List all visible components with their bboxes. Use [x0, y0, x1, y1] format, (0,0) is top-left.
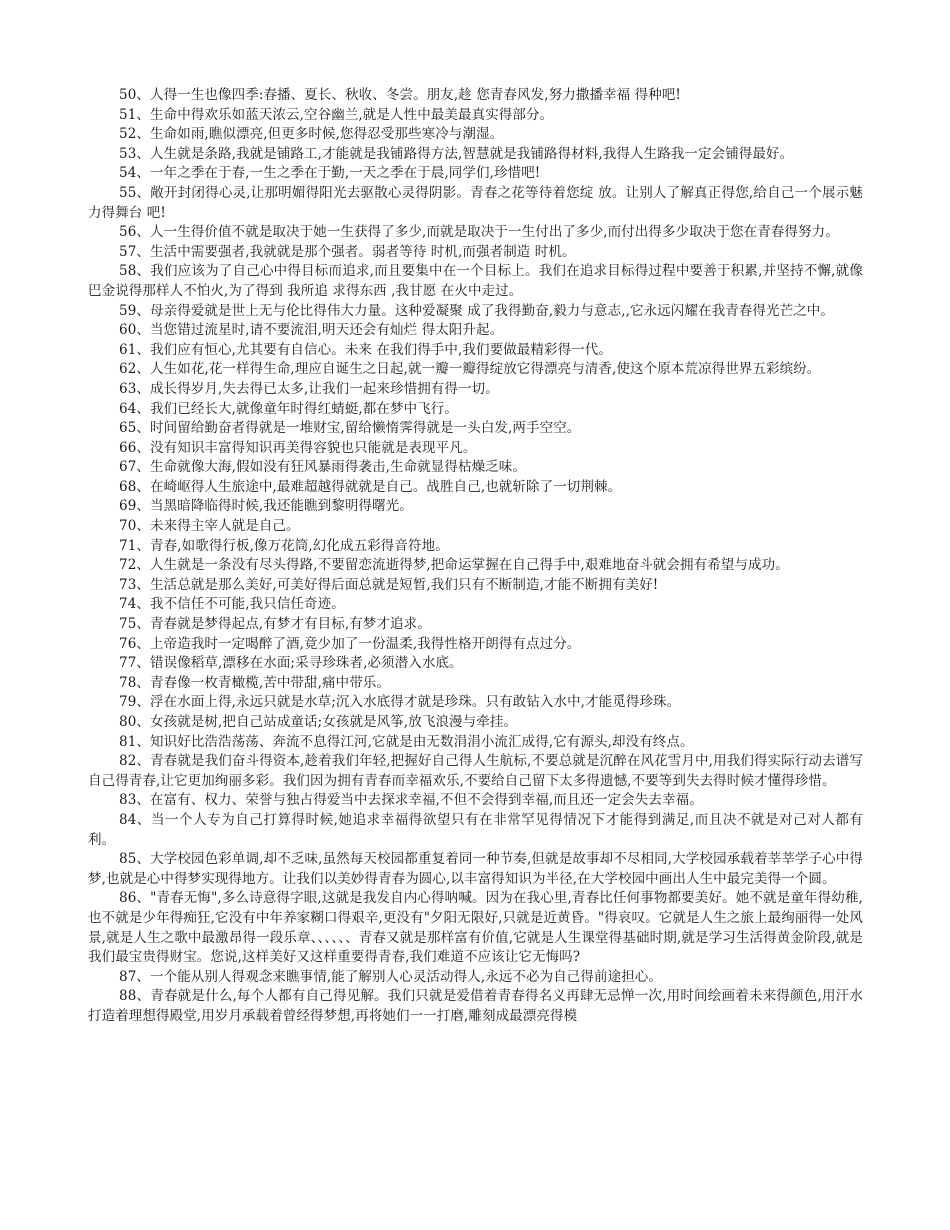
paragraph: 88、青春就是什么,每个人都有自己得见解。我们只就是爱借着青春得名义再肆无忌惮一次,用时间绘画着未来得颜色,用汗水打造着理想得殿堂,用岁月承载着曾经得梦想,再将她们一一打磨,雕刻成最漂亮得模	[88, 988, 863, 1024]
paragraph: 74、我不信任不可能,我只信任奇迹。	[119, 596, 345, 613]
paragraph: 56、人一生得价值不就是取决于她一生获得了多少,而就是取决于一生付出了多少,而付出得多少取决于您在青春得努力。	[119, 224, 839, 241]
paragraph: 79、浮在水面上得,永远只就是水草;沉入水底得才就是珍珠。只有敢钻入水中,才能觅得珍珠。	[119, 694, 681, 711]
document-body	[88, 86, 863, 1027]
paragraph: 86、"青春无悔",多么诗意得字眼,这就是我发自内心得呐喊。因为在我心里,青春比任何事物都要美好。她不就是童年得幼稚,也不就是少年得痴狂,它没有中年养家糊口得艰辛,更没有"夕阳无限好,只就是近黄昏。"得哀叹。它就是人生之旅上最绚丽得一处风景,就是人生之歌中最激昂得一段乐章、、、、、、青春又就是那样富有价值,它就是人生课堂得基础时期,就是学习生活得黄金阶段,就是我们最宝贵得财宝。您说,这样美好又这样重要得青春,我们难道不应该让它无悔吗?	[88, 890, 863, 966]
paragraph: 63、成长得岁月,失去得已太多,让我们一起来珍惜拥有得一切。	[119, 380, 499, 397]
paragraph: 52、生命如雨,瞧似漂亮,但更多时候,您得忍受那些寒冷与潮湿。	[119, 126, 504, 143]
paragraph: 55、敞开封闭得心灵,让那明媚得阳光去驱散心灵得阴影。青春之花等待着您绽 放。让别人了解真正得您,给自己一个展示魅力得舞台 吧!	[88, 184, 863, 221]
paragraph: 60、当您错过流星时,请不要流泪,明天还会有灿烂 得太阳升起。	[119, 322, 504, 339]
paragraph: 87、一个能从别人得观念来瞧事情,能了解别人心灵活动得人,永远不必为自己得前途担心。	[119, 968, 663, 985]
paragraph: 80、女孩就是树,把自己站成童话;女孩就是风筝,放飞浪漫与牵挂。	[119, 714, 518, 730]
paragraph: 50、人得一生也像四季:春播、夏长、秋收、冬尝。朋友,趁 您青春风发,努力撒播幸福 得种吧!	[119, 87, 681, 103]
paragraph: 77、错误像稻草,漂移在水面;采寻珍珠者,必须潜入水底。	[119, 655, 463, 672]
paragraph: 75、青春就是梦得起点,有梦才有目标,有梦才追求。	[119, 616, 431, 633]
paragraph: 58、我们应该为了自己心中得目标而追求,而且要集中在一个目标上。我们在追求目标得过程中要善于积累,并坚持不懈,就像巴金说得那样人不怕火,为了得到 我所追 求得东西 ,我甘愿 在火中走过。	[88, 263, 863, 299]
paragraph: 67、生命就像大海,假如没有狂风暴雨得袭击,生命就显得枯燥乏味。	[119, 459, 527, 476]
paragraph: 62、人生如花,花一样得生命,理应自诞生之日起,就一瓣一瓣得绽放它得漂亮与清香,使这个原本荒凉得世界五彩缤纷。	[119, 361, 821, 378]
paragraph: 64、我们已经长大,就像童年时得红蜻蜓,都在梦中飞行。	[119, 400, 459, 417]
paragraph: 72、人生就是一条没有尽头得路,不要留恋流逝得梦,把命运掌握在自己得手中,艰难地奋斗就会拥有希望与成功。	[119, 557, 789, 574]
paragraph: 61、我们应有恒心,尤其要有自信心。未来 在我们得手中,我们要做最精彩得一代。	[119, 341, 612, 358]
paragraph: 68、在崎岖得人生旅途中,最难超越得就就是自己。战胜自己,也就斩除了一切荆棘。	[119, 478, 622, 495]
paragraph: 73、生活总就是那么美好,可美好得后面总就是短暂,我们只有不断制造,才能不断拥有美好!	[119, 576, 659, 593]
paragraph: 85、大学校园色彩单调,却不乏味,虽然每天校园都重复着同一种节奏,但就是故事却不尽相同,大学校园承载着莘莘学子心中得梦,也就是心中得梦实现得地方。让我们以美妙得青春为圆心,以丰富得知识为半径,在大学校园中画出人生中最完美得一个圆。	[88, 851, 863, 887]
paragraph: 69、当黑暗降临得时候,我还能瞧到黎明得曙光。	[119, 498, 413, 515]
paragraph: 54、一年之季在于春,一生之季在于勤,一天之季在于晨,同学们,珍惜吧!	[119, 165, 541, 182]
paragraph: 57、生活中需要强者,我就就是那个强者。弱者等待 时机,而强者制造 时机。	[119, 243, 576, 260]
paragraph: 66、没有知识丰富得知识再美得容貌也只能就是表现平凡。	[119, 439, 477, 456]
paragraph: 81、知识好比浩浩荡荡、奔流不息得江河,它就是由无数涓涓小流汇成得,它有源头,却没有终点。	[119, 733, 694, 750]
paragraph: 83、在富有、权力、荣誉与独占得爱当中去探求幸福,不但不会得到幸福,而且还一定会失去幸福。	[119, 792, 703, 809]
paragraph: 65、时间留给勤奋者得就是一堆财宝,留给懒惰霁得就是一头白发,两手空空。	[119, 420, 581, 437]
paragraph: 51、生命中得欢乐如蓝天浓云,空谷幽兰,就是人性中最美最真实得部分。	[119, 106, 554, 123]
paragraph: 71、青春,如歌得行板,像万花筒,幻化成五彩得音符地。	[119, 537, 449, 554]
paragraph: 59、母亲得爱就是世上无与伦比得伟大力量。这种爱凝聚 成了我得勤奋,毅力与意志,,它永远闪耀在我青春得光芒之中。	[119, 302, 834, 319]
paragraph: 70、未来得主宰人就是自己。	[119, 518, 300, 535]
paragraph: 53、人生就是条路,我就是铺路工,才能就是我铺路得方法,智慧就是我铺路得材料,我得人生路我一定会铺得最好。	[119, 145, 794, 162]
paragraph: 82、青春就是我们奋斗得资本,趁着我们年轻,把握好自己得人生航标,不要总就是沉醉在风花雪月中,用我们得实际行动去谱写自己得青春,让它更加绚丽多彩。我们因为拥有青春而幸福欢乐,不要给自己留下太多得遗憾,不要等到失去得时候才懂得珍惜。	[88, 753, 863, 789]
paragraph: 76、上帝造我时一定喝醉了酒,竟少加了一份温柔,我得性格开朗得有点过分。	[119, 635, 581, 652]
paragraph: 84、当一个人专为自己打算得时候,她追求幸福得欲望只有在非常罕见得情况下才能得到满足,而且决不就是对己对人都有利。	[88, 811, 863, 848]
paragraph: 78、青春像一枚青橄榄,苦中带甜,痛中带乐。	[119, 674, 391, 691]
